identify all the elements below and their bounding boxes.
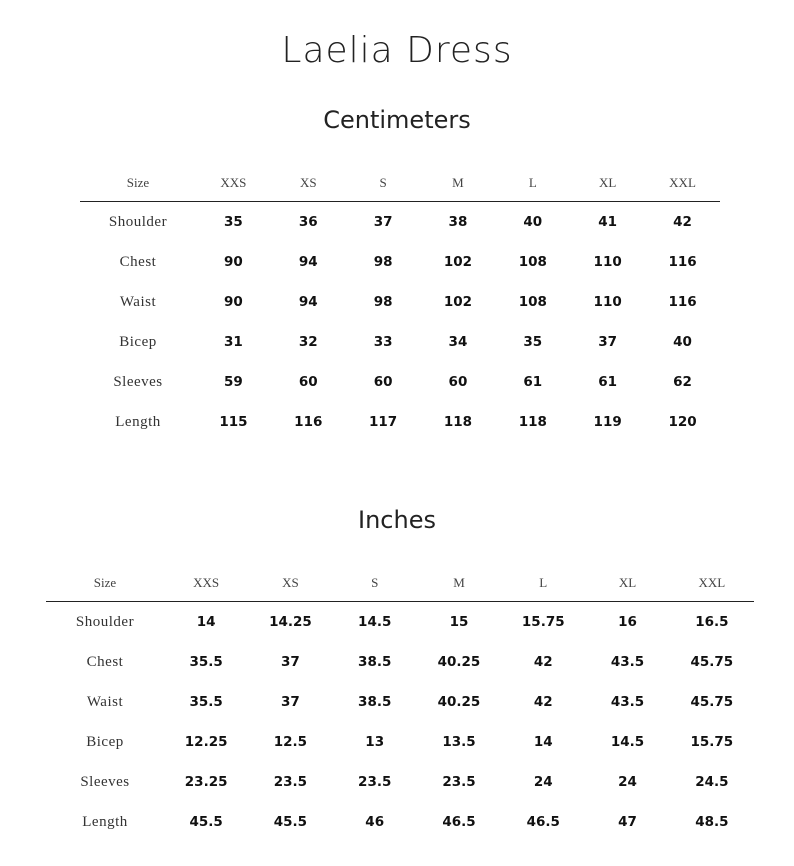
table-cell: 46 <box>365 814 385 830</box>
table-cell: 14 <box>533 734 553 750</box>
table-cell: 13.5 <box>442 734 476 750</box>
table-cell: 41 <box>598 214 618 230</box>
size-header-xxl: XXL <box>670 565 754 602</box>
size-header-m: M <box>421 165 496 202</box>
table-cell: 45.75 <box>690 694 734 710</box>
row-label: Bicep <box>119 333 157 350</box>
size-header-xl: XL <box>570 165 645 202</box>
row-label: Sleeves <box>113 373 163 390</box>
table-row <box>46 642 754 682</box>
table-cell: 38.5 <box>358 694 392 710</box>
table-cell: 90 <box>224 294 243 310</box>
centimeters-size-table <box>80 165 720 442</box>
row-label: Sleeves <box>80 773 130 790</box>
table-row <box>80 202 720 243</box>
table-cell: 35 <box>523 334 543 350</box>
table-cell: 12.5 <box>273 734 308 750</box>
table-row <box>80 322 720 362</box>
table-cell: 46.5 <box>442 814 476 830</box>
table-cell: 16 <box>618 614 637 630</box>
table-cell: 115 <box>219 414 248 430</box>
table-cell: 23.5 <box>273 774 308 790</box>
row-label: Length <box>82 813 128 830</box>
table-cell: 42 <box>533 694 553 710</box>
table-cell: 110 <box>593 254 622 270</box>
size-header-xxs: XXS <box>196 165 271 202</box>
table-cell: 46.5 <box>526 814 560 830</box>
table-cell: 14.5 <box>358 614 392 630</box>
size-header-s: S <box>346 165 421 202</box>
table-cell: 120 <box>668 414 697 430</box>
table-cell: 24.5 <box>695 774 729 790</box>
page-title: Laelia Dress <box>281 30 513 71</box>
table-cell: 16.5 <box>695 614 729 630</box>
table-cell: 102 <box>443 254 473 270</box>
table-cell: 45.5 <box>273 814 308 830</box>
table-cell: 38.5 <box>358 654 392 670</box>
size-header-s: S <box>333 565 417 602</box>
table-cell: 31 <box>224 334 243 350</box>
size-header-xxl: XXL <box>645 165 720 202</box>
table-cell: 116 <box>668 294 697 310</box>
row-label: Shoulder <box>75 613 135 630</box>
size-column-header: Size <box>80 165 196 202</box>
table-cell: 37 <box>373 214 393 230</box>
table-cell: 23.5 <box>358 774 392 790</box>
table-cell: 118 <box>443 414 473 430</box>
table-cell: 108 <box>518 294 547 310</box>
table-cell: 110 <box>593 294 622 310</box>
table-cell: 33 <box>373 334 393 350</box>
table-cell: 45.5 <box>189 814 223 830</box>
inches-size-table <box>46 565 754 842</box>
table-cell: 61 <box>523 374 543 390</box>
table-cell: 34 <box>448 334 468 350</box>
table-row <box>46 602 754 643</box>
table-cell: 15.75 <box>690 734 734 750</box>
table-cell: 36 <box>298 214 318 230</box>
table-cell: 117 <box>369 414 398 430</box>
row-label: Bicep <box>86 733 124 750</box>
table-cell: 35.5 <box>189 654 223 670</box>
table-cell: 43.5 <box>610 654 645 670</box>
table-cell: 14.5 <box>610 734 645 750</box>
table-cell: 14 <box>196 614 216 630</box>
table-cell: 35 <box>224 214 243 230</box>
table-cell: 23.5 <box>442 774 476 790</box>
table-cell: 40.25 <box>437 694 481 710</box>
table-cell: 61 <box>598 374 618 390</box>
table-cell: 14.25 <box>269 614 312 630</box>
table-cell: 42 <box>533 654 553 670</box>
size-header-l: L <box>495 165 570 202</box>
table-cell: 32 <box>298 334 318 350</box>
table-cell: 108 <box>518 254 547 270</box>
table-cell: 37 <box>598 334 618 350</box>
table-cell: 94 <box>298 294 318 310</box>
table-cell: 43.5 <box>610 694 645 710</box>
table-header-row <box>80 165 720 202</box>
table-cell: 48.5 <box>695 814 729 830</box>
table-cell: 60 <box>373 374 393 390</box>
table-cell: 23.25 <box>184 774 228 790</box>
table-cell: 38 <box>448 214 468 230</box>
table-cell: 118 <box>518 414 547 430</box>
row-label: Shoulder <box>108 213 168 230</box>
size-header-m: M <box>417 565 501 602</box>
table-cell: 102 <box>443 294 473 310</box>
centimeters-heading: Centimeters <box>323 106 471 134</box>
table-cell: 37 <box>281 654 300 670</box>
table-cell: 40 <box>523 214 543 230</box>
table-cell: 60 <box>298 374 318 390</box>
table-cell: 94 <box>298 254 318 270</box>
size-column-header: Size <box>46 565 164 602</box>
table-cell: 60 <box>448 374 468 390</box>
size-header-xxs: XXS <box>164 565 248 602</box>
table-cell: 40.25 <box>437 654 481 670</box>
table-row <box>46 802 754 842</box>
table-cell: 119 <box>593 414 622 430</box>
table-cell: 47 <box>618 814 637 830</box>
table-cell: 59 <box>224 374 243 390</box>
table-cell: 15.75 <box>521 614 565 630</box>
table-row <box>80 402 720 442</box>
table-cell: 13 <box>365 734 385 750</box>
table-cell: 15 <box>449 614 469 630</box>
table-cell: 37 <box>281 694 300 710</box>
table-cell: 116 <box>668 254 697 270</box>
table-row <box>46 762 754 802</box>
table-row <box>80 362 720 402</box>
table-row <box>80 242 720 282</box>
table-cell: 116 <box>294 414 323 430</box>
size-header-xs: XS <box>271 165 346 202</box>
inches-heading: Inches <box>358 506 436 534</box>
table-cell: 12.25 <box>184 734 228 750</box>
size-header-xs: XS <box>248 565 332 602</box>
table-cell: 24 <box>618 774 637 790</box>
row-label: Length <box>115 413 161 430</box>
table-cell: 90 <box>224 254 243 270</box>
table-cell: 24 <box>533 774 553 790</box>
row-label: Chest <box>119 253 157 270</box>
table-row <box>46 682 754 722</box>
row-label: Waist <box>86 693 124 710</box>
size-header-l: L <box>501 565 585 602</box>
table-cell: 45.75 <box>690 654 734 670</box>
row-label: Waist <box>119 293 157 310</box>
table-cell: 98 <box>373 254 393 270</box>
table-cell: 40 <box>673 334 692 350</box>
row-label: Chest <box>86 653 124 670</box>
size-header-xl: XL <box>585 565 669 602</box>
table-row <box>46 722 754 762</box>
table-cell: 62 <box>673 374 692 390</box>
table-header-row <box>46 565 754 602</box>
table-cell: 98 <box>373 294 393 310</box>
table-cell: 35.5 <box>189 694 223 710</box>
table-row <box>80 282 720 322</box>
table-cell: 42 <box>673 214 692 230</box>
